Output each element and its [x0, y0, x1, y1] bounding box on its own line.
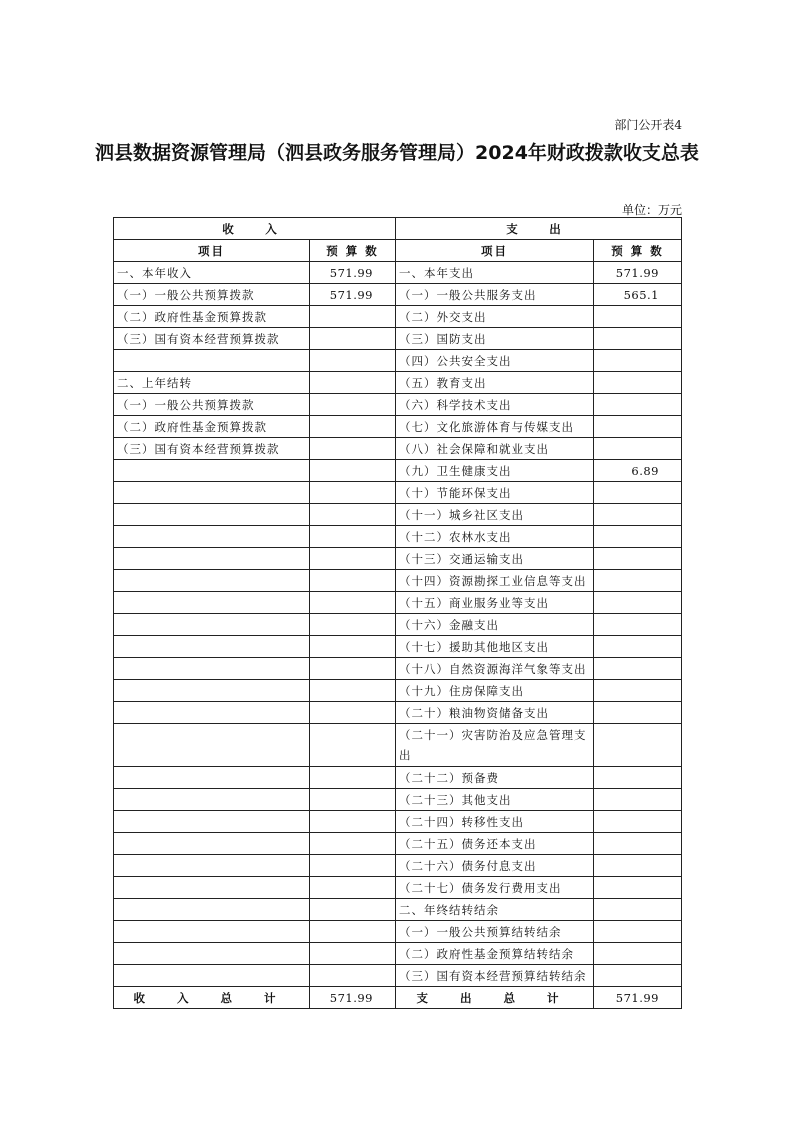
expense-item-label: （一）一般公共服务支出: [396, 284, 594, 306]
expense-total-label: 支 出 总 计: [396, 987, 594, 1009]
table-row: [114, 438, 682, 460]
income-item-label: （一）一般公共预算拨款: [114, 394, 310, 416]
expense-item-value: [594, 899, 682, 921]
income-item-label: [114, 789, 310, 811]
table-row: [114, 306, 682, 328]
income-item-label: [114, 724, 310, 767]
income-item-value: [310, 943, 396, 965]
income-item-value: [310, 767, 396, 789]
income-item-label: [114, 460, 310, 482]
income-item-header: 项目: [114, 240, 310, 262]
expense-item-value: 571.99: [594, 262, 682, 284]
income-item-label: [114, 592, 310, 614]
table-row: [114, 680, 682, 702]
table-row: [114, 833, 682, 855]
expense-item-label: （二）政府性基金预算结转结余: [396, 943, 594, 965]
table-row: [114, 350, 682, 372]
column-header-row: [114, 240, 682, 262]
income-item-value: [310, 460, 396, 482]
expense-item-value: [594, 482, 682, 504]
expense-item-label: （十五）商业服务业等支出: [396, 592, 594, 614]
expense-item-label: （三）国有资本经营预算结转结余: [396, 965, 594, 987]
income-item-value: [310, 504, 396, 526]
income-item-value: [310, 372, 396, 394]
income-item-value: [310, 789, 396, 811]
income-item-label: 二、上年结转: [114, 372, 310, 394]
table-row: [114, 899, 682, 921]
table-row: [114, 702, 682, 724]
table-row: [114, 548, 682, 570]
expense-item-label: （二十二）预备费: [396, 767, 594, 789]
income-item-value: [310, 833, 396, 855]
income-item-value: [310, 482, 396, 504]
section-header-row: [114, 218, 682, 240]
table-row: [114, 504, 682, 526]
expense-item-label: （九）卫生健康支出: [396, 460, 594, 482]
table-row: [114, 614, 682, 636]
income-item-value: [310, 680, 396, 702]
expense-item-header: 项目: [396, 240, 594, 262]
income-item-label: （二）政府性基金预算拨款: [114, 416, 310, 438]
income-item-label: [114, 504, 310, 526]
income-item-value: [310, 921, 396, 943]
income-item-value: [310, 724, 396, 767]
table-row: [114, 724, 682, 767]
expense-item-label: （二十五）债务还本支出: [396, 833, 594, 855]
income-item-value: [310, 899, 396, 921]
budget-summary-table: [113, 217, 682, 1009]
expense-item-label: （二十一）灾害防治及应急管理支出: [396, 724, 594, 767]
expense-item-label: （六）科学技术支出: [396, 394, 594, 416]
page-title: 泗县数据资源管理局（泗县政务服务管理局）2024年财政拨款收支总表: [95, 142, 699, 164]
income-item-label: [114, 482, 310, 504]
expense-item-value: [594, 767, 682, 789]
income-item-label: [114, 658, 310, 680]
expense-item-label: （二十三）其他支出: [396, 789, 594, 811]
expense-item-label: （十八）自然资源海洋气象等支出: [396, 658, 594, 680]
income-item-value: [310, 614, 396, 636]
table-row: [114, 416, 682, 438]
expense-item-value: [594, 702, 682, 724]
table-row: [114, 328, 682, 350]
expense-item-value: [594, 438, 682, 460]
expense-budget-header: 预 算 数: [594, 240, 682, 262]
expense-item-label: （十二）农林水支出: [396, 526, 594, 548]
income-budget-header: 预 算 数: [310, 240, 396, 262]
expense-item-label: （二）外交支出: [396, 306, 594, 328]
income-section-header: 收 入: [114, 218, 396, 240]
income-item-value: [310, 855, 396, 877]
income-item-label: [114, 614, 310, 636]
expense-item-value: [594, 372, 682, 394]
expense-item-label: （十三）交通运输支出: [396, 548, 594, 570]
income-item-value: [310, 416, 396, 438]
expense-item-value: [594, 328, 682, 350]
income-item-label: [114, 680, 310, 702]
expense-item-label: （二十）粮油物资储备支出: [396, 702, 594, 724]
expense-item-value: [594, 877, 682, 899]
income-item-value: [310, 306, 396, 328]
income-item-value: [310, 877, 396, 899]
total-row: [114, 987, 682, 1009]
expense-item-label: （十七）援助其他地区支出: [396, 636, 594, 658]
table-row: [114, 811, 682, 833]
income-item-label: [114, 943, 310, 965]
expense-item-value: [594, 394, 682, 416]
income-item-label: （一）一般公共预算拨款: [114, 284, 310, 306]
income-item-value: [310, 636, 396, 658]
income-item-label: （二）政府性基金预算拨款: [114, 306, 310, 328]
expense-item-value: [594, 658, 682, 680]
income-item-label: [114, 899, 310, 921]
expense-item-label: （十）节能环保支出: [396, 482, 594, 504]
expense-item-label: （十四）资源勘探工业信息等支出: [396, 570, 594, 592]
expense-item-label: （四）公共安全支出: [396, 350, 594, 372]
table-row: [114, 658, 682, 680]
expense-item-value: [594, 614, 682, 636]
expense-item-value: [594, 855, 682, 877]
table-row: [114, 877, 682, 899]
table-row: [114, 570, 682, 592]
table-row: [114, 789, 682, 811]
income-item-value: [310, 350, 396, 372]
expense-item-label: （二十四）转移性支出: [396, 811, 594, 833]
expense-item-label: （七）文化旅游体育与传媒支出: [396, 416, 594, 438]
income-item-label: （三）国有资本经营预算拨款: [114, 438, 310, 460]
income-item-value: [310, 394, 396, 416]
income-item-value: [310, 702, 396, 724]
expense-item-value: [594, 504, 682, 526]
form-number: 部门公开表4: [614, 118, 682, 132]
expense-item-label: 一、本年支出: [396, 262, 594, 284]
expense-item-label: （一）一般公共预算结转结余: [396, 921, 594, 943]
income-item-value: [310, 570, 396, 592]
expense-item-label: （十一）城乡社区支出: [396, 504, 594, 526]
income-item-value: [310, 965, 396, 987]
income-item-label: [114, 855, 310, 877]
income-item-value: [310, 548, 396, 570]
table-row: [114, 592, 682, 614]
expense-item-label: （三）国防支出: [396, 328, 594, 350]
expense-item-value: [594, 526, 682, 548]
income-item-label: [114, 877, 310, 899]
expense-item-value: 6.89: [594, 460, 682, 482]
expense-item-label: （八）社会保障和就业支出: [396, 438, 594, 460]
income-item-label: [114, 526, 310, 548]
income-item-label: [114, 570, 310, 592]
income-item-value: [310, 328, 396, 350]
table-row: [114, 482, 682, 504]
income-item-label: [114, 921, 310, 943]
expense-item-value: [594, 306, 682, 328]
table-row: [114, 394, 682, 416]
income-item-label: 一、本年收入: [114, 262, 310, 284]
income-item-value: [310, 438, 396, 460]
income-item-value: 571.99: [310, 284, 396, 306]
income-item-label: [114, 767, 310, 789]
table-row: [114, 284, 682, 306]
income-item-label: [114, 702, 310, 724]
table-row: [114, 262, 682, 284]
expense-item-label: （二十六）债务付息支出: [396, 855, 594, 877]
income-item-label: [114, 548, 310, 570]
expense-item-value: [594, 592, 682, 614]
income-item-label: [114, 636, 310, 658]
table-row: [114, 636, 682, 658]
table-row: [114, 767, 682, 789]
table-row: [114, 460, 682, 482]
expense-item-value: [594, 680, 682, 702]
expense-total-value: 571.99: [594, 987, 682, 1009]
income-item-label: [114, 965, 310, 987]
income-item-label: [114, 350, 310, 372]
expense-item-label: （二十七）债务发行费用支出: [396, 877, 594, 899]
table-row: [114, 526, 682, 548]
table-row: [114, 943, 682, 965]
expense-item-label: （十六）金融支出: [396, 614, 594, 636]
expense-item-value: [594, 833, 682, 855]
income-item-label: [114, 833, 310, 855]
expense-item-value: [594, 570, 682, 592]
table-row: [114, 855, 682, 877]
table-row: [114, 921, 682, 943]
expense-item-value: [594, 350, 682, 372]
expense-section-header: 支 出: [396, 218, 682, 240]
expense-item-label: （十九）住房保障支出: [396, 680, 594, 702]
income-item-value: [310, 658, 396, 680]
table-row: [114, 965, 682, 987]
expense-item-label: （五）教育支出: [396, 372, 594, 394]
expense-item-value: [594, 789, 682, 811]
income-item-value: [310, 811, 396, 833]
expense-item-value: [594, 724, 682, 767]
expense-item-value: [594, 636, 682, 658]
income-item-label: （三）国有资本经营预算拨款: [114, 328, 310, 350]
expense-item-value: [594, 965, 682, 987]
table-row: [114, 372, 682, 394]
expense-item-value: [594, 416, 682, 438]
expense-item-value: 565.1: [594, 284, 682, 306]
expense-item-value: [594, 921, 682, 943]
unit-label: 单位：万元: [621, 203, 682, 217]
income-total-label: 收 入 总 计: [114, 987, 310, 1009]
income-total-value: 571.99: [310, 987, 396, 1009]
expense-item-label: 二、年终结转结余: [396, 899, 594, 921]
income-item-label: [114, 811, 310, 833]
expense-item-value: [594, 811, 682, 833]
income-item-value: 571.99: [310, 262, 396, 284]
income-item-value: [310, 526, 396, 548]
expense-item-value: [594, 943, 682, 965]
income-item-value: [310, 592, 396, 614]
expense-item-value: [594, 548, 682, 570]
